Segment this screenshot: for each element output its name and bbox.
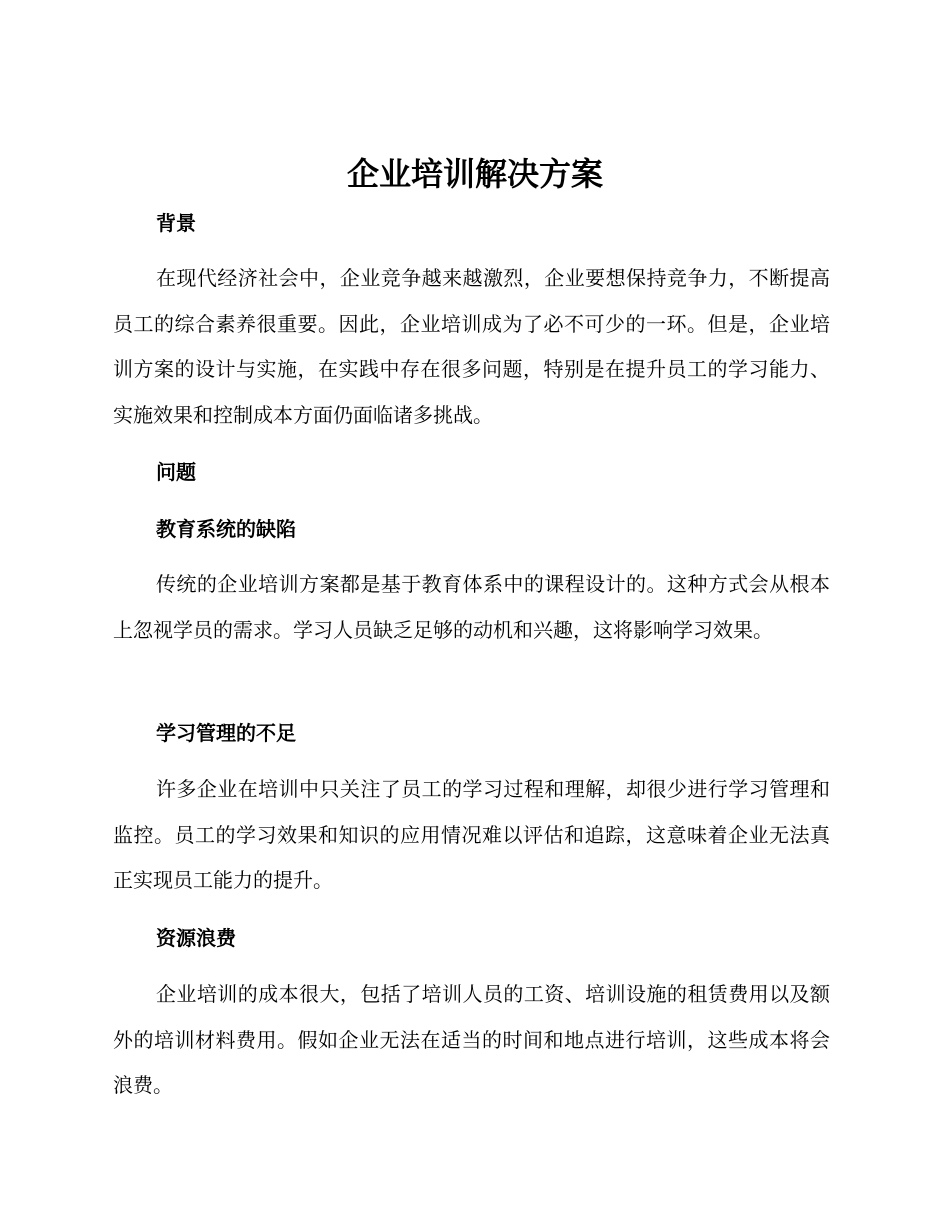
document-title: 企业培训解决方案 [346,155,603,193]
paragraph-background: 在现代经济社会中，企业竞争越来越激烈，企业要想保持竞争力，不断提高员工的综合素养很重要。因此，企业培训成为了必不可少的一环。但是，企业培训方案的设计与实施，在实践中存在很多问题，特别是在提升员工的学习能力、实施效果和控制成本方面仍面临诸多挑战。 [113,266,830,427]
paragraph-waste: 企业培训的成本很大，包括了培训人员的工资、培训设施的租赁费用以及额外的培训材料费用。假如企业无法在适当的时间和地点进行培训，这些成本将会浪费。 [113,982,830,1097]
section-heading-background: 背景 [156,211,196,235]
section-heading-waste: 资源浪费 [156,926,236,950]
paragraph-education: 传统的企业培训方案都是基于教育体系中的课程设计的。这种方式会从根本上忽视学员的需求。学习人员缺乏足够的动机和兴趣，这将影响学习效果。 [113,572,830,642]
section-heading-problems: 问题 [156,460,196,484]
paragraph-management: 许多企业在培训中只关注了员工的学习过程和理解，却很少进行学习管理和监控。员工的学习效果和知识的应用情况难以评估和追踪，这意味着企业无法真正实现员工能力的提升。 [113,777,830,892]
section-heading-management: 学习管理的不足 [156,721,296,745]
section-heading-education: 教育系统的缺陷 [156,517,296,541]
